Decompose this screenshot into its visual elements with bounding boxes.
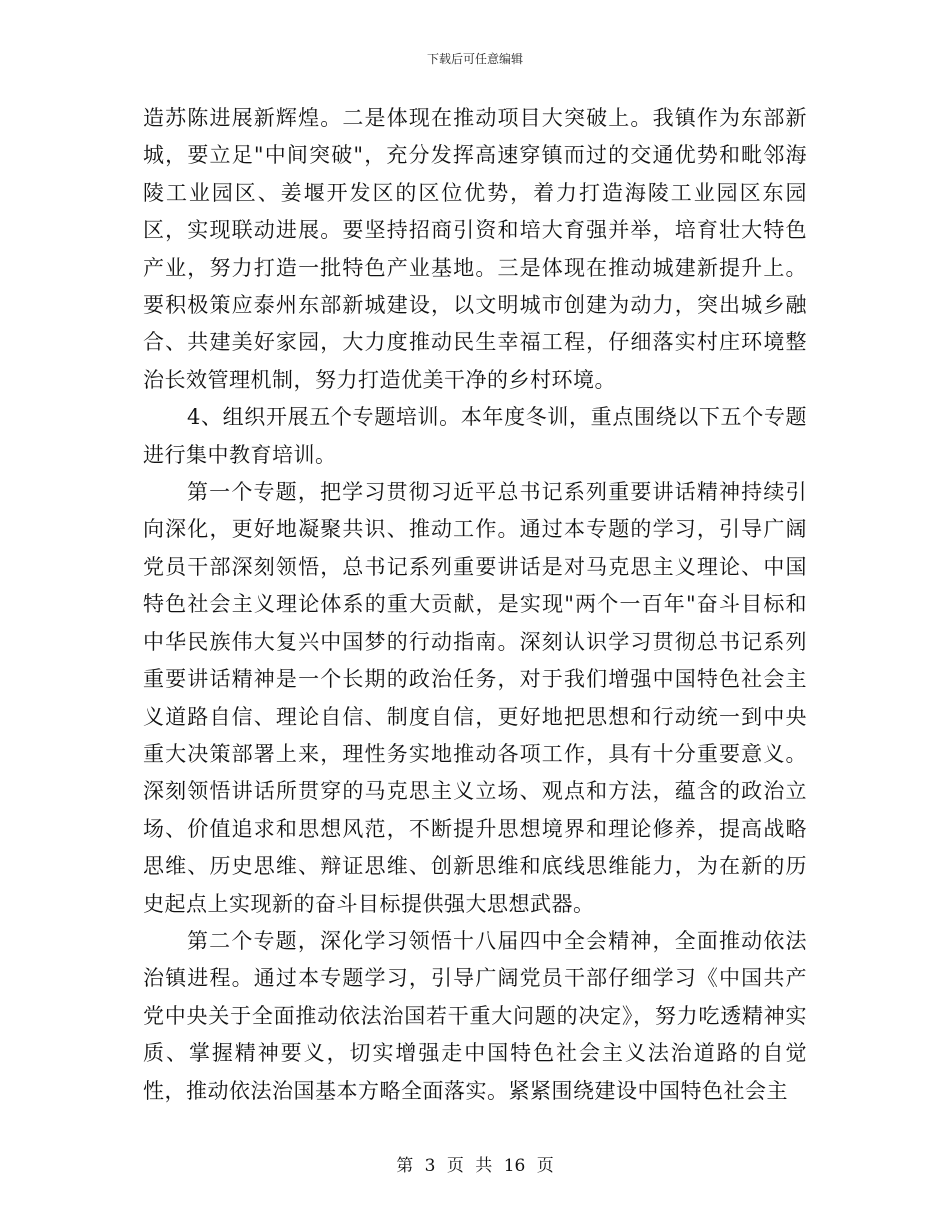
page-header: 下载后可任意编辑 (426, 52, 523, 66)
footer-middle: 页 共 (446, 1156, 493, 1176)
footer-suffix: 页 (536, 1156, 554, 1176)
footer-total-pages: 16 (503, 1156, 526, 1176)
footer-current-page: 3 (424, 1156, 436, 1176)
footer-prefix: 第 (396, 1156, 414, 1176)
paragraph: 第二个专题，深化学习领悟十八届四中全会精神，全面推动依法治镇进程。通过本专题学习，引导广阔党员干部仔细学习《中国共产党中央关于全面推动依法治国若干重大问题的决定》，努力吃透精神实质、掌握精神要义，切实增强走中国特色社会主义法治道路的自觉性，推动依法治国基本方略全面落实。紧紧围绕建设中国特色社会主 (143, 928, 807, 1103)
paragraph: 造苏陈进展新辉煌。二是体现在推动项目大突破上。我镇作为东部新城，要立足"中间突破"，充分发挥高速穿镇而过的交通优势和毗邻海陵工业园区、姜堰开发区的区位优势，着力打造海陵工业园区东园区，实现联动进展。要坚持招商引资和培大育强并举，培育壮大特色产业，努力打造一批特色产业基地。三是体现在推动城建新提升上。要积极策应泰州东部新城建设，以文明城市创建为动力，突出城乡融合、共建美好家园，大力度推动民生幸福工程，仔细落实村庄环境整治长效管理机制，努力打造优美干净的乡村环境。 (143, 106, 807, 392)
paragraph: 第一个专题，把学习贯彻习近平总书记系列重要讲话精神持续引向深化，更好地凝聚共识、推动工作。通过本专题的学习，引导广阔党员干部深刻领悟，总书记系列重要讲话是对马克思主义理论、中国特色社会主义理论体系的重大贡献，是实现"两个一百年"奋斗目标和中华民族伟大复兴中国梦的行动指南。深刻认识学习贯彻总书记系列重要讲话精神是一个长期的政治任务，对于我们增强中国特色社会主义道路自信、理论自信、制度自信，更好地把思想和行动统一到中央重大决策部署上来，理性务实地推动各项工作，具有十分重要意义。深刻领悟讲话所贯穿的马克思主义立场、观点和方法，蕴含的政治立场、价值追求和思想风范，不断提升思想境界和理论修养，提高战略思维、历史思维、辩证思维、创新思维和底线思维能力，为在新的历史起点上实现新的奋斗目标提供强大思想武器。 (143, 480, 807, 916)
page-footer (0, 1155, 950, 1177)
paragraph: 4、组织开展五个专题培训。本年度冬训，重点围绕以下五个专题进行集中教育培训。 (143, 405, 807, 467)
document-body (143, 100, 807, 1110)
